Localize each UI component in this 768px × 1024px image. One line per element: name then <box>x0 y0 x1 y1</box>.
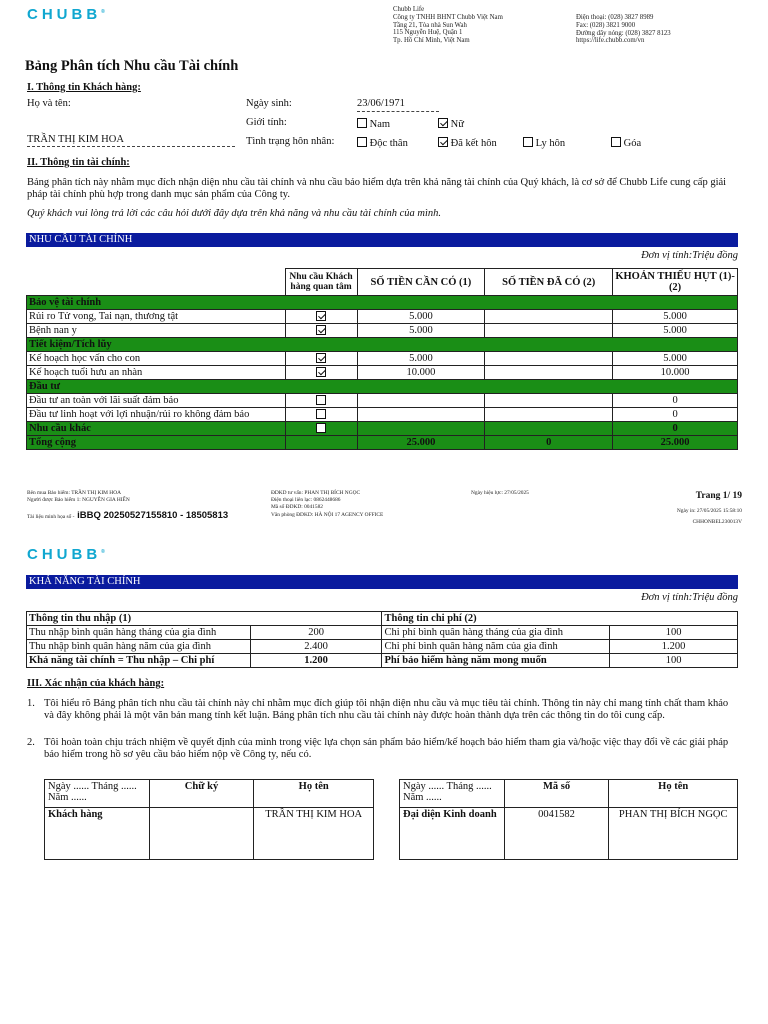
checkbox-checked-icon[interactable] <box>316 311 326 321</box>
checkbox-checked-icon[interactable] <box>438 118 448 128</box>
dob-label: Ngày sinh: <box>246 98 292 109</box>
income-label: Thu nhập bình quân hàng tháng của gia đình <box>27 626 251 640</box>
income-label: Thu nhập bình quân hàng năm của gia đình <box>27 640 251 654</box>
need-value[interactable]: 5.000 <box>357 352 485 366</box>
agent-name: PHAN THỊ BÍCH NGỌC <box>609 808 738 860</box>
needs-unit: Đơn vị tính:Triệu đồng <box>641 250 738 261</box>
other-needs-row <box>27 422 738 436</box>
sig-role-customer: Khách hàng <box>45 808 150 860</box>
header-need: SỐ TIỀN CẦN CÓ (1) <box>357 269 485 296</box>
expense-label: Chi phí bình quân hàng tháng của gia đình <box>382 626 610 640</box>
dob-field: 23/06/1971 <box>357 98 439 112</box>
sig-header-signature: Chữ ký <box>149 780 254 808</box>
footer-printed: Ngày in: 27/05/2025 15:58:10 <box>676 508 742 514</box>
marital-widowed[interactable]: Góa <box>611 137 641 149</box>
capacity-unit: Đơn vị tính:Triệu đồng <box>641 592 738 603</box>
need-value[interactable] <box>357 408 485 422</box>
checkbox-checked-icon[interactable] <box>316 367 326 377</box>
footer-code: CHHONBEL230013V <box>692 519 742 525</box>
total-have: 0 <box>485 436 613 450</box>
capacity-label: Khả năng tài chính = Thu nhập – Chi phí <box>27 654 251 668</box>
header-interest: Nhu cầu Khách hàng quan tâm <box>285 269 357 296</box>
table-row <box>27 394 738 408</box>
group-label: Đầu tư <box>27 380 738 394</box>
need-value[interactable]: 10.000 <box>357 366 485 380</box>
confirm-item-2-num: 2. <box>27 737 35 748</box>
company-address: Chubb Life Công ty TNHH BHNT Chubb Việt Nam Tầng 21, Tòa nhà Sun Wah 115 Nguyễn Huệ, Quận 1 Tp. Hồ Chí Minh, Việt Nam <box>393 6 503 45</box>
name-field: TRẦN THỊ KIM HOA <box>27 134 235 147</box>
group-label: Tiết kiệm/Tích lũy <box>27 338 738 352</box>
section2-heading: II. Thông tin tài chính: <box>27 157 130 168</box>
capacity-bar: KHẢ NĂNG TÀI CHÍNH <box>26 575 738 589</box>
marital-married[interactable]: Đã kết hôn <box>438 137 497 149</box>
have-value[interactable] <box>485 324 613 338</box>
confirm-item-1: Tôi hiểu rõ Bảng phân tích nhu cầu tài chính này chỉ nhằm mục đích giúp tôi nhận diện nhu cầu và mục tiêu tài chính. Thông tin này chỉ mang tính chất tham khảo và đây không phải là một văn bản mang tính kết luận. Bảng phân tích nhu cầu tài chính này được hoàn thành dựa trên các thông tin do tôi cung cấp. <box>44 698 729 721</box>
expense-value[interactable]: 1.200 <box>610 640 738 654</box>
marital-label: Tình trạng hôn nhân: <box>246 136 335 147</box>
gap-value: 10.000 <box>613 366 738 380</box>
row-label: Bệnh nan y <box>27 324 286 338</box>
page-number: Trang 1/ 19 <box>695 491 742 501</box>
customer-signature-table <box>44 779 374 860</box>
have-value[interactable] <box>485 366 613 380</box>
row-label: Kế hoạch tuổi hưu an nhàn <box>27 366 286 380</box>
gap-value: 0 <box>613 422 738 436</box>
gap-value: 0 <box>613 408 738 422</box>
header-have: SỐ TIỀN ĐÃ CÓ (2) <box>485 269 613 296</box>
footer-agent: ĐDKD tư vấn: PHAN THỊ BÍCH NGỌC Điện thoại liên lạc: 0862448686 Mã số ĐDKD: 0041582 Văn phòng ĐDKD: HÀ NỘI 17 AGENCY OFFICE <box>271 490 384 518</box>
need-value[interactable]: 5.000 <box>357 310 485 324</box>
sig-date: Ngày ...... Tháng ...... Năm ...... <box>400 780 505 808</box>
section3-heading: III. Xác nhận của khách hàng: <box>27 678 165 689</box>
row-label: Kế hoạch học vấn cho con <box>27 352 286 366</box>
customer-signature-box[interactable] <box>149 808 254 860</box>
table-row <box>27 352 738 366</box>
sig-header-code: Mã số <box>504 780 609 808</box>
gender-nam[interactable]: Nam <box>357 118 390 130</box>
marital-single[interactable]: Độc thân <box>357 137 408 149</box>
header-gap: KHOẢN THIẾU HỤT (1)-(2) <box>613 269 738 296</box>
premium-label: Phí bảo hiểm hàng năm mong muốn <box>382 654 610 668</box>
sig-header-name: Họ tên <box>254 780 374 808</box>
marital-divorced[interactable]: Ly hôn <box>523 137 565 149</box>
row-label: Nhu cầu khác <box>27 422 286 436</box>
chubb-logo: CHUBB® <box>27 546 105 563</box>
needs-table <box>26 268 738 450</box>
checkbox-icon[interactable] <box>611 137 621 147</box>
footer-parties: Bên mua Bảo hiểm: TRẦN THỊ KIM HOA Người được Bảo hiểm 1: NGUYỄN GIA HIỂN <box>27 490 130 504</box>
checkbox-icon[interactable] <box>316 395 326 405</box>
expense-header: Thông tin chi phí (2) <box>382 612 738 626</box>
agent-signature-table <box>399 779 738 860</box>
confirm-item-2: Tôi hoàn toàn chịu trách nhiệm về quyết định của mình trong việc lựa chọn sản phẩm bảo hiểm/kế hoạch bảo hiểm tham gia và/hoặc việc thay đổi về các giải pháp bảo hiểm trong hồ sơ yêu cầu bảo hiểm nộp về Công ty, nếu có. <box>44 737 729 760</box>
group-row <box>27 380 738 394</box>
sig-header-name: Họ tên <box>609 780 738 808</box>
sig-date: Ngày ...... Tháng ...... Năm ...... <box>45 780 150 808</box>
footer-docref: Tài liệu minh họa số - iBBQ 20250527155810 - 18505813 <box>27 510 229 521</box>
checkbox-icon[interactable] <box>357 137 367 147</box>
needs-bar: NHU CẦU TÀI CHÍNH <box>26 233 738 247</box>
table-row <box>27 408 738 422</box>
capacity-header-row <box>27 612 738 626</box>
have-value[interactable] <box>485 394 613 408</box>
checkbox-icon[interactable] <box>357 118 367 128</box>
gap-value: 5.000 <box>613 352 738 366</box>
have-value[interactable] <box>485 352 613 366</box>
section1-heading: I. Thông tin Khách hàng: <box>27 82 141 93</box>
total-label: Tổng cộng <box>27 436 286 450</box>
table-row <box>27 366 738 380</box>
need-value[interactable] <box>357 394 485 408</box>
income-value[interactable]: 200 <box>250 626 382 640</box>
checkbox-checked-icon[interactable] <box>316 353 326 363</box>
row-label: Đầu tư linh hoạt với lợi nhuận/rủi ro không đảm bảo <box>27 408 286 422</box>
gender-nu[interactable]: Nữ <box>438 118 464 130</box>
checkbox-checked-icon[interactable] <box>316 325 326 335</box>
sig-role-agent: Đại diện Kinh doanh <box>400 808 505 860</box>
company-contact: Điện thoại: (028) 3827 8989 Fax: (028) 3821 9000 Đường dây nóng: (028) 3827 8123 https://life.chubb.com/vn <box>576 14 671 45</box>
checkbox-checked-icon[interactable] <box>438 137 448 147</box>
section2-note: Quý khách vui lòng trả lời các câu hỏi dưới đây dựa trên khả năng và nhu cầu tài chính của mình. <box>27 208 442 219</box>
group-row <box>27 296 738 310</box>
gender-label: Giới tính: <box>246 117 287 128</box>
group-label: Bảo vệ tài chính <box>27 296 738 310</box>
have-value[interactable] <box>485 408 613 422</box>
footer-valid-date: Ngày hiệu lực: 27/05/2025 <box>471 490 529 496</box>
confirm-item-1-num: 1. <box>27 698 35 709</box>
expense-label: Chi phí bình quân hàng năm của gia đình <box>382 640 610 654</box>
income-value[interactable]: 2.400 <box>250 640 382 654</box>
table-row <box>27 640 738 654</box>
row-label: Rủi ro Tử vong, Tai nạn, thương tật <box>27 310 286 324</box>
total-gap: 25.000 <box>613 436 738 450</box>
checkbox-icon[interactable] <box>316 409 326 419</box>
total-need: 25.000 <box>357 436 485 450</box>
table-row <box>27 654 738 668</box>
income-header: Thông tin thu nhập (1) <box>27 612 382 626</box>
name-label: Họ và tên: <box>27 98 71 109</box>
checkbox-icon[interactable] <box>316 423 326 433</box>
page-title: Bảng Phân tích Nhu cầu Tài chính <box>25 58 239 74</box>
customer-name: TRẦN THỊ KIM HOA <box>254 808 374 860</box>
row-label: Đầu tư an toàn với lãi suất đảm bảo <box>27 394 286 408</box>
capacity-value: 1.200 <box>250 654 382 668</box>
gap-value: 5.000 <box>613 324 738 338</box>
have-value[interactable] <box>485 310 613 324</box>
capacity-table <box>26 611 738 668</box>
table-row <box>27 626 738 640</box>
total-row <box>27 436 738 450</box>
expense-value[interactable]: 100 <box>610 626 738 640</box>
agent-code: 0041582 <box>504 808 609 860</box>
need-value[interactable]: 5.000 <box>357 324 485 338</box>
table-row <box>27 310 738 324</box>
gap-value: 5.000 <box>613 310 738 324</box>
needs-header-row <box>27 269 738 296</box>
section2-paragraph: Bảng phân tích này nhằm mục đích nhận diện nhu cầu tài chính và nhu cầu bảo hiểm dựa trên khả năng tài chính của Quý khách, là cơ sở để Chubb Life cung cấp giải pháp tài chính phù hợp trong danh mục sản phẩm của Công ty. <box>27 177 727 200</box>
checkbox-icon[interactable] <box>523 137 533 147</box>
group-row <box>27 338 738 352</box>
chubb-logo: CHUBB® <box>27 6 105 23</box>
gap-value: 0 <box>613 394 738 408</box>
table-row <box>27 324 738 338</box>
premium-value[interactable]: 100 <box>610 654 738 668</box>
